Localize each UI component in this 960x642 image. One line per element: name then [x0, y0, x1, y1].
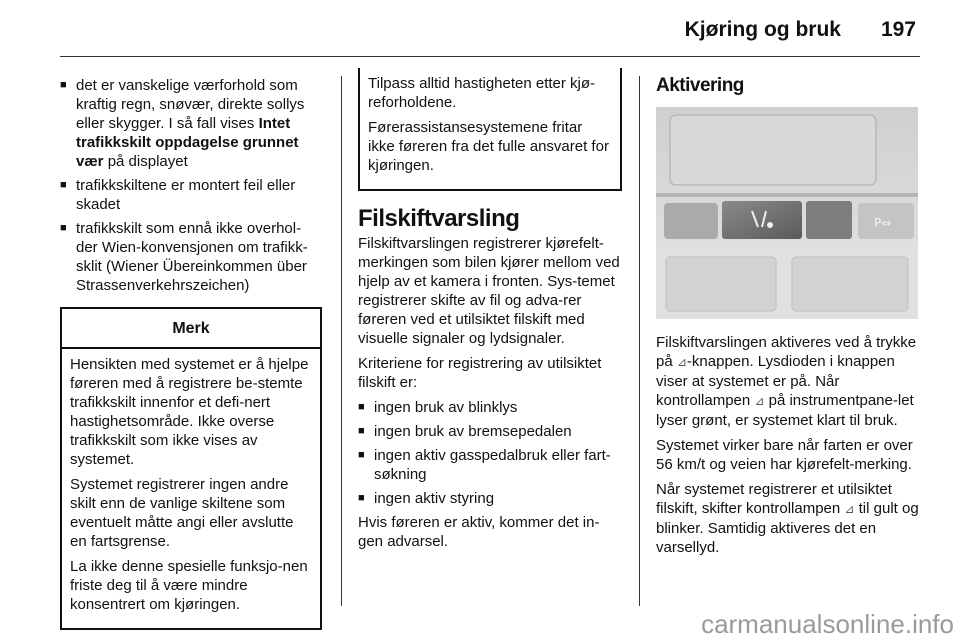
note-paragraph: La ikke denne spesielle funksjo-nen friste deg til å være mindre konsentrert om kjøringen.: [70, 558, 308, 613]
warning-paragraph: Når systemet registrerer et utilsiktet filskift, skifter kontrollampen ⊿ til gult og blinker. Samtidig aktiveres det en varsellyd.: [656, 481, 919, 556]
list-item: ■ trafikkskiltene er montert feil eller skadet: [60, 176, 322, 214]
section-heading: Filskiftvarsling: [358, 205, 520, 232]
note-box: [60, 307, 322, 630]
criteria-intro: Kriteriene for registrering av utilsiktet filskift er:: [358, 355, 602, 391]
header-rule: [60, 56, 920, 57]
criteria-list: [358, 398, 622, 508]
box-paragraph: Tilpass alltid hastigheten etter kjø-reforholdene.: [368, 75, 596, 111]
page-number: 197: [880, 18, 916, 41]
closing-paragraph: Hvis føreren er aktiv, kommer det in-gen advarsel.: [358, 514, 600, 550]
note-paragraph: Systemet registrerer ingen andre skilt enn de vanlige skiltene som eventuelt måtte angi eller avslutte en fartsgrense.: [70, 476, 294, 550]
column-3: [656, 76, 920, 563]
note-paragraph: Hensikten med systemet er å hjelpe føreren med å registrere be-stemte trafikkskilt innenfor et defi-nert hastighetsområde. Ikke overse trafikkskilt som ikke vises av systemet.: [70, 356, 309, 468]
note-body: [62, 349, 320, 628]
watermark: carmanualsonline.info: [701, 609, 954, 639]
subsection-heading: Aktivering: [656, 75, 744, 96]
note-heading: Merk: [62, 309, 320, 349]
list-item: ■ ingen bruk av bremsepedalen: [358, 422, 622, 441]
lane-departure-icon: ⊿: [676, 355, 687, 369]
list-item: ■ trafikkskilt som ennå ikke overhol-der Wien-konvensjonen om trafikk-sklit (Wiener Übereinkommen über Strassenverkehrszeichen): [60, 219, 322, 295]
list-item: ■ ingen aktiv styring: [358, 489, 622, 508]
column-1: [60, 76, 322, 630]
page-title: Kjøring og bruk: [684, 18, 841, 41]
parking-button-label: P⇔: [874, 216, 892, 230]
box-paragraph: Førerassistansesystemene fritar ikke føreren fra det fulle ansvaret for kjøringen.: [368, 119, 609, 174]
lane-departure-icon: ⊿: [754, 394, 765, 408]
column-divider: [341, 76, 342, 606]
list-item: ■ det er vanskelige værforhold som kraftig regn, snøvær, direkte sollys eller skygger. I så fall vises Intet trafikkskilt oppdagelse grunnet vær på displayet: [60, 76, 322, 171]
lane-departure-icon: ⊿: [844, 502, 855, 516]
warning-box-continued: [358, 68, 622, 191]
speed-paragraph: Systemet virker bare når farten er over 56 km/t og veien har kjørefelt-merking.: [656, 437, 913, 473]
dashboard-button-photo: [656, 107, 918, 319]
page-header: [685, 18, 916, 42]
list-item: ■ ingen bruk av blinklys: [358, 398, 622, 417]
column-2: [358, 68, 622, 557]
condition-list: [60, 76, 322, 295]
activation-paragraph: Filskiftvarslingen aktiveres ved å trykke på ⊿-knappen. Lysdioden i knappen viser at systemet er på. Når kontrollampen ⊿ på instrumentpane-let lyser grønt, er systemet klart til bruk.: [656, 334, 917, 429]
list-item: ■ ingen aktiv gasspedalbruk eller fart-søkning: [358, 446, 622, 484]
column-divider: [639, 76, 640, 606]
intro-paragraph: Filskiftvarslingen registrerer kjørefelt-merkingen som bilen kjører mellom ved hjelp av et kamera i fronten. Sys-temet registrerer skifte av fil og adva-rer føreren ved et utilsiktet filskift med visuelle signaler og lydsignaler.: [358, 235, 620, 347]
